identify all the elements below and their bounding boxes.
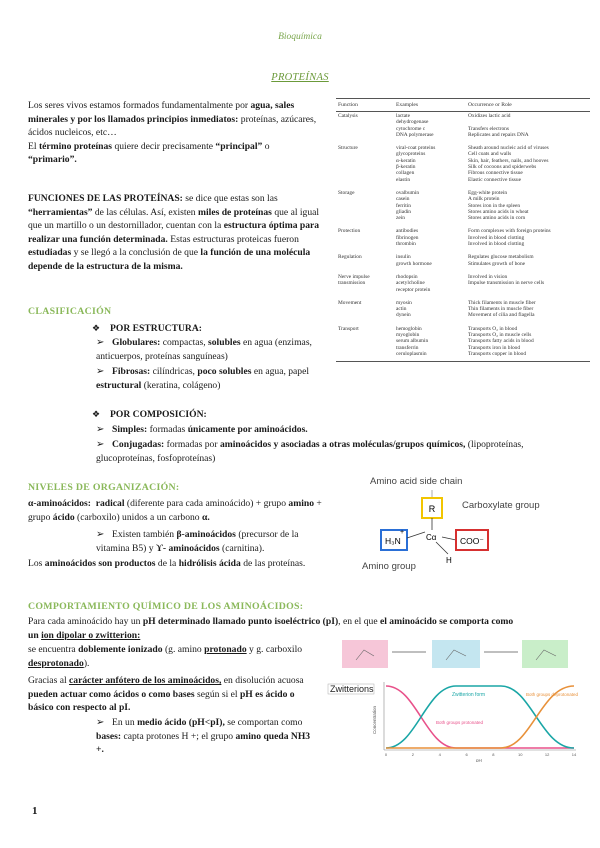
h-label: H <box>446 556 452 565</box>
table-header: Function <box>336 99 394 112</box>
intro-bold: “principal” <box>215 140 263 152</box>
table-cell: hemoglobin myoglobin serum albumin transferrin ceruloplasmin <box>394 320 466 362</box>
table-cell: insulin growth hormone <box>396 254 432 267</box>
bold-text: medio ácido (pH<pI), <box>137 717 225 728</box>
medio-acido-item <box>96 716 311 757</box>
x-axis-label: pH <box>476 758 482 762</box>
table-cell: Structure <box>338 145 358 152</box>
protein-function-table-wrap <box>336 98 590 362</box>
text: (keratina, colágeno) <box>141 379 221 391</box>
text: se encuentra <box>28 644 79 655</box>
bold-text: Fibrosas: <box>112 366 151 377</box>
text: (diferente para cada aminoácido) + grupo <box>124 498 289 509</box>
bold-text: doblemente ionizado <box>78 644 163 655</box>
bold-text: miles de proteínas <box>198 206 272 218</box>
table-cell: lactate dehydrogenase cytochrome c DNA polymerase <box>396 113 434 138</box>
x-tick-label: 4 <box>438 752 441 757</box>
clasificacion-heading: CLASIFICACIÓN <box>28 306 112 317</box>
amine-label: H₃N <box>385 536 401 546</box>
niveles-heading: NIVELES DE ORGANIZACIÓN: <box>28 482 180 493</box>
bold-text: estructura óptima para realizar una función determinada. <box>28 220 320 245</box>
text: , en el que <box>338 616 380 627</box>
both-deprotonated-label: Both groups deprotonated <box>526 692 579 697</box>
arrow-bullet-icon: ➢ <box>96 529 105 540</box>
bond-line <box>442 537 456 540</box>
funciones-heading: FUNCIONES DE LAS PROTEÍNAS: <box>28 193 183 204</box>
por-estructura-label: POR ESTRUCTURA: <box>110 323 202 334</box>
bold-text: solubles <box>208 337 241 348</box>
table-cell: Catalysis <box>338 113 358 119</box>
table-cell: Egg-white protein A milk protein Stores iron in the spleen Stores amino acids in wheat Stores amino acids in corn <box>468 189 529 222</box>
conjugadas-item <box>96 438 566 465</box>
por-composicion-label: POR COMPOSICIÓN: <box>110 409 207 420</box>
bold-text: únicamente por aminoácidos. <box>187 424 308 435</box>
bold-text: bases: <box>96 730 122 742</box>
arrow-bullet-icon: ➢ <box>96 717 105 728</box>
por-estructura-item <box>92 322 202 336</box>
bold-text: poco solubles <box>197 366 252 377</box>
funciones-paragraph <box>28 192 320 274</box>
text: Estas estructuras proteicas fueron <box>167 233 299 245</box>
bold-text: α. <box>202 511 210 523</box>
productos-paragraph <box>28 557 338 571</box>
x-tick-label: 14 <box>571 752 577 757</box>
table-row <box>336 112 590 140</box>
bold-text: amino queda NH3 +. <box>96 730 311 756</box>
text: (carboxilo) unidos a un carbono <box>74 511 202 523</box>
x-tick-label: 10 <box>518 752 523 757</box>
text: en disolución acuosa <box>221 675 304 686</box>
intro-text: o <box>262 140 270 152</box>
alpha-aminoacidos-paragraph <box>28 497 330 524</box>
text: y g. carboxilo <box>246 644 303 655</box>
bold-text: ácido <box>52 511 75 523</box>
x-tick-label: 6 <box>465 752 468 757</box>
table-cell: Transport <box>336 320 394 362</box>
comportamiento-heading: COMPORTAMIENTO QUÍMICO DE LOS AMINOÁCIDOS: <box>28 601 304 612</box>
bold-underlined-text: ion dipolar o zwitterion: <box>41 629 141 641</box>
intro-paragraph <box>28 99 318 167</box>
intro-bold: término proteínas <box>38 140 113 152</box>
bold-text: ϒ- aminoácidos <box>155 542 220 554</box>
bold-text: α-aminoácidos: <box>28 498 91 509</box>
bold-text: pueden actuar como ácidos o como bases <box>28 688 195 700</box>
bold-underlined-text: protonado <box>204 644 247 655</box>
table-row <box>336 248 590 268</box>
text: cilíndricas, <box>150 366 198 377</box>
r-label: R <box>428 504 436 514</box>
carboxylate-label <box>462 500 540 511</box>
intro-text: proteínas, azúcares, ácidos nucleicos, etc… <box>28 113 317 139</box>
bold-text: Globulares: <box>112 337 161 348</box>
bold-underlined-text: desprotonado <box>28 657 84 669</box>
table-row <box>336 222 590 248</box>
text: se comportan como <box>224 717 303 728</box>
amino-group-label: Amino group <box>362 561 416 572</box>
page-number: 1 <box>32 805 38 817</box>
table-cell: Protection <box>338 228 361 235</box>
table-cell: rhodopsin acetylcholine receptor protein <box>396 273 431 293</box>
text: En un <box>112 717 138 728</box>
text: se dice que estas son las <box>182 193 278 204</box>
bold-text: radical <box>95 498 125 509</box>
text: (lipoproteínas, glucoproteínas, fosfoproteínas) <box>96 439 524 464</box>
bold-text: aminoácidos y asociadas a otras moléculas/grupos químicos, <box>219 439 466 450</box>
x-tick-label: 12 <box>544 752 550 757</box>
table-cell: myosin actin dynein <box>396 299 412 319</box>
bold-text: “herramientas” <box>28 206 93 218</box>
zwitterions-label: Zwitterions <box>330 684 374 694</box>
bold-text: Conjugadas: <box>112 439 165 450</box>
text: de la <box>155 558 179 569</box>
arrow-bullet-icon: ➢ <box>96 337 105 348</box>
bold-text: estructural <box>96 379 142 391</box>
table-row <box>336 184 590 222</box>
x-tick-label: 2 <box>411 752 414 757</box>
table-row <box>336 320 590 362</box>
amino-acid-diagram <box>352 472 542 572</box>
table-row <box>336 294 590 320</box>
bold-text: β-aminoácidos <box>176 529 236 540</box>
text: y se llegó a la conclusión de que <box>71 247 201 259</box>
table-cell: viral-coat proteins glycoproteins α-keratin β-keratin collagen elastin <box>396 145 436 183</box>
por-composicion-item <box>92 408 207 422</box>
intro-text: quiere decir precisamente <box>112 140 216 152</box>
table-cell: Form complexes with foreign proteins Involved in blood clotting Involved in blood clotting <box>468 228 551 248</box>
intro-bold: “primario”. <box>28 154 77 166</box>
table-header: Occurrence or Role <box>466 99 590 112</box>
table-cell: Movement <box>338 299 362 306</box>
table-cell: Regulation <box>338 254 362 261</box>
table-cell: ovalbumin casein ferritin gliadin zein <box>396 189 420 222</box>
table-cell: Regulates glucose metabolism Stimulates growth of bone <box>468 254 534 267</box>
bold-text: aminoácidos son productos <box>44 558 156 569</box>
arrow-bullet-icon: ➢ <box>96 439 105 450</box>
text: ). <box>83 657 90 669</box>
table-cell: Transports O₂ in blood Transports O₂ in muscle cells Transports fatty acids in blood Transports iron in blood Transports copper in blood <box>466 320 590 362</box>
anfotero-paragraph <box>28 674 320 715</box>
diamond-bullet-icon: ❖ <box>92 409 101 419</box>
table-cell: antibodies fibrinogen thrombin <box>396 228 419 248</box>
y-axis-label: Concentration <box>372 705 377 734</box>
table-cell: Involved in vision Impulse transmission in nerve cells <box>468 273 545 287</box>
text: en agua (enzimas, anticuerpos, proteínas sanguíneas) <box>96 337 312 362</box>
page-title: PROTEÍNAS <box>271 72 329 83</box>
bold-text: amino <box>288 498 314 509</box>
both-protonated-label: Both groups protonated <box>436 720 484 725</box>
running-header: Bioquímica <box>278 32 322 42</box>
text: en agua, papel <box>251 366 310 377</box>
bold-text: estudiadas <box>28 247 72 259</box>
table-cell: Sheath around nucleic acid of viruses Cell coats and walls Skin, hair, feathers, nails, and hooves Silk of cocoons and spiderwebs Fibrous connective tissue Elastic connective tissue <box>468 145 549 183</box>
text: Existen también <box>112 529 177 540</box>
coo-label: COO⁻ <box>460 536 484 546</box>
protonated-form-box <box>342 640 388 668</box>
table-row <box>336 268 590 294</box>
zwitterion-paragraph <box>28 643 320 670</box>
diagram-title: Amino acid side chain <box>370 476 463 487</box>
arrow-bullet-icon: ➢ <box>96 366 105 377</box>
text: según si el <box>194 688 240 700</box>
fibrosas-item <box>96 365 326 392</box>
diamond-bullet-icon: ❖ <box>92 323 101 333</box>
table-cell: Thick filaments in muscle fiber Thin filaments in muscle fiber Movement of cilia and flagella <box>468 299 536 319</box>
text: compactas, <box>160 337 209 348</box>
table-row <box>336 139 590 184</box>
text: formadas por <box>164 439 220 450</box>
zwitterion-form-box <box>432 640 480 668</box>
bond-line <box>436 542 448 554</box>
intro-bold: agua, sales minerales y por los llamados principios inmediatos: <box>28 100 295 125</box>
arrow-bullet-icon: ➢ <box>96 424 105 435</box>
table-header: Examples <box>394 99 466 112</box>
bold-text: hidrólisis ácida <box>178 558 241 569</box>
text: Para cada aminoácido hay un <box>28 616 143 627</box>
text: (precursor de la vitamina B5) y <box>96 529 299 554</box>
text: de las proteínas. <box>240 558 306 569</box>
calpha-label: Cα <box>426 533 437 542</box>
intro-text: El <box>28 140 39 152</box>
text: formadas <box>147 424 188 435</box>
table-cell: Oxidizes lactic acid Transfers electrons Replicates and repairs DNA <box>468 113 529 138</box>
text: + grupo <box>28 498 322 523</box>
x-tick-labels <box>385 752 577 757</box>
beta-gamma-item <box>96 528 311 555</box>
simples-item <box>96 423 576 437</box>
text: de las células. Así, existen <box>92 206 198 218</box>
plus-sign: + <box>400 529 405 536</box>
bold-text: el aminoácido se comporta como un <box>28 616 514 641</box>
bold-text: Simples: <box>112 424 148 435</box>
globulares-item <box>96 336 326 363</box>
text: (carnitina). <box>219 542 265 554</box>
bond-line <box>407 532 425 538</box>
text: capta protones H +; el grupo <box>121 730 236 742</box>
text: que al igual que un martillo o un destornillador, cuentan con la <box>28 206 320 232</box>
protein-function-table <box>336 98 590 362</box>
text: Los <box>28 558 45 569</box>
table-cell: Storage <box>338 189 355 196</box>
bold-underlined-text: carácter anfótero de los aminoácidos, <box>69 675 222 686</box>
intro-text: Los seres vivos estamos formados fundamentalmente por <box>28 100 251 111</box>
bold-text: pH es ácido o básico con respecto al pI. <box>28 688 295 714</box>
text: (g. amino <box>162 644 205 655</box>
x-tick-label: 8 <box>492 752 495 757</box>
bold-text: la función de una molécula depende de la estructura de la misma. <box>28 247 311 272</box>
carboxylate-text: Carboxylate group <box>462 500 540 511</box>
deprotonated-form-box <box>522 640 568 668</box>
zwitterion-figure <box>326 638 582 762</box>
table-cell: Nerve impulse transmission <box>338 273 370 287</box>
bold-text: pH determinado llamado punto isoeléctrico (pI) <box>142 616 339 627</box>
text: Gracias al <box>28 675 70 686</box>
x-tick-label: 0 <box>384 752 388 757</box>
zwitterion-form-label: Zwitterion form <box>452 692 486 698</box>
